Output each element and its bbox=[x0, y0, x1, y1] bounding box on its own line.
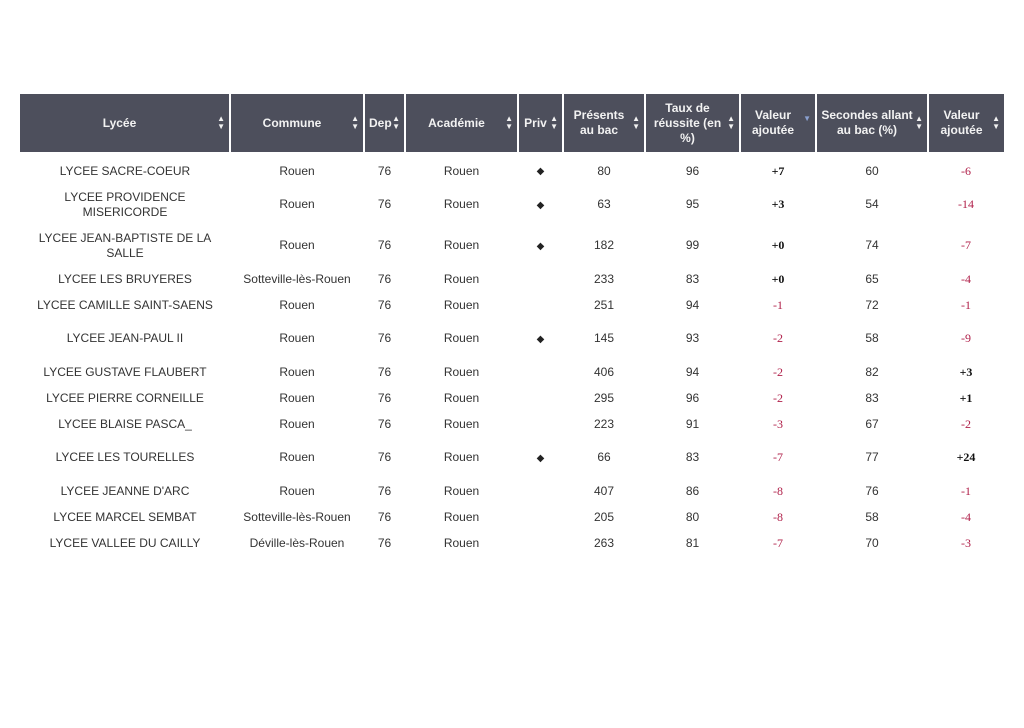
commune-value: Rouen bbox=[279, 163, 315, 178]
taux-value: 80 bbox=[685, 509, 700, 524]
commune-value: Rouen bbox=[279, 450, 315, 464]
secondes-value: 58 bbox=[865, 509, 879, 524]
cell-va1 bbox=[740, 504, 816, 530]
presents-value: 407 bbox=[593, 483, 615, 498]
sort-arrows-icon[interactable]: ▲ ▼ bbox=[505, 114, 513, 131]
secondes-value: 74 bbox=[865, 238, 879, 252]
dep-value: 76 bbox=[377, 238, 392, 252]
taux-value: 94 bbox=[685, 297, 700, 312]
lycee-value: LYCEE JEAN-BAPTISTE DE LA SALLE bbox=[38, 230, 212, 260]
cell-academie bbox=[405, 184, 518, 225]
table-body bbox=[20, 152, 1004, 556]
cell-dep bbox=[364, 411, 405, 437]
cell-prive bbox=[518, 266, 563, 292]
dep-value: 76 bbox=[377, 197, 392, 211]
va1-value: -2 bbox=[773, 390, 783, 405]
cell-commune bbox=[230, 359, 364, 385]
private-marker-icon: ◆ bbox=[536, 333, 545, 345]
col-academie-header[interactable]: Académie ▲ ▼ bbox=[405, 94, 518, 152]
cell-academie bbox=[405, 411, 518, 437]
cell-prive bbox=[518, 385, 563, 411]
cell-dep bbox=[364, 504, 405, 530]
taux-value: 93 bbox=[685, 331, 700, 345]
cell-va2 bbox=[928, 437, 1004, 478]
commune-value: Rouen bbox=[279, 331, 315, 345]
cell-taux bbox=[645, 478, 740, 504]
va1-value: +0 bbox=[771, 271, 785, 286]
va2-value: -1 bbox=[961, 297, 971, 312]
va2-value: +1 bbox=[959, 390, 973, 405]
cell-presents bbox=[563, 318, 645, 359]
academie-value: Rouen bbox=[443, 450, 480, 464]
secondes-value: 83 bbox=[865, 390, 879, 405]
cell-secondes bbox=[816, 359, 928, 385]
col-valeur-ajoutee-header[interactable]: Valeur ajoutée ▼ bbox=[740, 94, 816, 152]
cell-dep bbox=[364, 359, 405, 385]
cell-presents bbox=[563, 530, 645, 556]
presents-value: 233 bbox=[593, 271, 615, 286]
col-valeur-ajoutee-2-header[interactable]: Valeur ajoutée ▲ ▼ bbox=[928, 94, 1004, 152]
cell-commune bbox=[230, 225, 364, 266]
cell-prive bbox=[518, 225, 563, 266]
cell-dep bbox=[364, 385, 405, 411]
dep-value: 76 bbox=[377, 331, 392, 345]
secondes-value: 77 bbox=[865, 450, 879, 464]
cell-presents bbox=[563, 225, 645, 266]
cell-va2 bbox=[928, 411, 1004, 437]
cell-va1 bbox=[740, 266, 816, 292]
cell-va2 bbox=[928, 266, 1004, 292]
cell-va1 bbox=[740, 385, 816, 411]
cell-va1 bbox=[740, 478, 816, 504]
taux-value: 96 bbox=[685, 163, 700, 178]
cell-va1 bbox=[740, 184, 816, 225]
dep-value: 76 bbox=[377, 390, 392, 405]
va1-value: +0 bbox=[771, 238, 785, 252]
academie-value: Rouen bbox=[443, 331, 480, 345]
table-row bbox=[20, 292, 1004, 318]
cell-taux bbox=[645, 504, 740, 530]
cell-dep bbox=[364, 530, 405, 556]
cell-commune bbox=[230, 318, 364, 359]
cell-commune bbox=[230, 292, 364, 318]
sort-arrows-icon[interactable]: ▲ ▼ bbox=[217, 114, 225, 131]
presents-value: 80 bbox=[597, 163, 611, 178]
academie-value: Rouen bbox=[443, 238, 480, 252]
cell-presents bbox=[563, 292, 645, 318]
cell-va2 bbox=[928, 359, 1004, 385]
cell-secondes bbox=[816, 504, 928, 530]
va2-value: -7 bbox=[961, 238, 971, 252]
cell-dep bbox=[364, 266, 405, 292]
va2-value: -4 bbox=[961, 509, 971, 524]
cell-va1 bbox=[740, 411, 816, 437]
cell-va1 bbox=[740, 292, 816, 318]
sort-arrows-icon[interactable]: ▲ ▼ bbox=[351, 114, 359, 131]
taux-value: 96 bbox=[685, 390, 700, 405]
cell-lycee bbox=[20, 504, 230, 530]
va2-value: -9 bbox=[961, 331, 971, 345]
cell-lycee bbox=[20, 437, 230, 478]
taux-value: 99 bbox=[685, 238, 700, 252]
col-lycee-header[interactable]: Lycée ▲ ▼ bbox=[20, 94, 230, 152]
cell-taux bbox=[645, 437, 740, 478]
cell-presents bbox=[563, 437, 645, 478]
sort-arrows-icon[interactable]: ▲ ▼ bbox=[392, 114, 400, 131]
cell-dep bbox=[364, 225, 405, 266]
lycee-value: LYCEE PROVIDENCE MISERICORDE bbox=[64, 189, 186, 219]
sort-descending-icon[interactable]: ▼ bbox=[803, 114, 811, 123]
sort-arrows-icon[interactable]: ▲ ▼ bbox=[915, 114, 923, 131]
academie-value: Rouen bbox=[443, 416, 480, 431]
secondes-value: 76 bbox=[865, 483, 879, 498]
cell-prive bbox=[518, 478, 563, 504]
va2-value: -1 bbox=[961, 483, 971, 498]
secondes-value: 65 bbox=[865, 271, 879, 286]
results-sheet bbox=[20, 94, 1004, 556]
academie-value: Rouen bbox=[443, 535, 480, 550]
cell-commune bbox=[230, 504, 364, 530]
commune-value: Rouen bbox=[279, 197, 315, 211]
academie-value: Rouen bbox=[443, 271, 480, 286]
private-marker-icon: ◆ bbox=[536, 240, 545, 252]
presents-value: 66 bbox=[597, 450, 611, 464]
taux-value: 95 bbox=[685, 197, 700, 211]
cell-lycee bbox=[20, 359, 230, 385]
sort-arrows-icon[interactable]: ▲ ▼ bbox=[632, 114, 640, 131]
commune-value: Rouen bbox=[279, 390, 315, 405]
va1-value: -1 bbox=[773, 297, 783, 312]
cell-va2 bbox=[928, 184, 1004, 225]
cell-lycee bbox=[20, 152, 230, 184]
cell-secondes bbox=[816, 437, 928, 478]
cell-dep bbox=[364, 478, 405, 504]
academie-value: Rouen bbox=[443, 364, 480, 379]
cell-lycee bbox=[20, 318, 230, 359]
header-row bbox=[20, 94, 1004, 152]
lycee-value: LYCEE GUSTAVE FLAUBERT bbox=[43, 364, 207, 379]
col-dep-header[interactable]: Dep ▲ ▼ bbox=[364, 94, 405, 152]
va1-value: -8 bbox=[773, 509, 783, 524]
cell-va1 bbox=[740, 437, 816, 478]
table-row bbox=[20, 385, 1004, 411]
taux-value: 83 bbox=[685, 450, 700, 464]
cell-secondes bbox=[816, 266, 928, 292]
cell-academie bbox=[405, 359, 518, 385]
cell-va2 bbox=[928, 318, 1004, 359]
academie-value: Rouen bbox=[443, 483, 480, 498]
cell-academie bbox=[405, 385, 518, 411]
cell-lycee bbox=[20, 292, 230, 318]
cell-lycee bbox=[20, 225, 230, 266]
academie-value: Rouen bbox=[443, 163, 480, 178]
va2-value: -3 bbox=[961, 535, 971, 550]
presents-value: 263 bbox=[593, 535, 615, 550]
table-row bbox=[20, 359, 1004, 385]
va1-value: +7 bbox=[771, 163, 785, 178]
academie-value: Rouen bbox=[443, 509, 480, 524]
table-row bbox=[20, 411, 1004, 437]
presents-value: 406 bbox=[593, 364, 615, 379]
lycee-value: LYCEE BLAISE PASCA_ bbox=[58, 416, 192, 431]
cell-va2 bbox=[928, 152, 1004, 184]
cell-va1 bbox=[740, 225, 816, 266]
cell-academie bbox=[405, 530, 518, 556]
dep-value: 76 bbox=[377, 297, 392, 312]
presents-value: 182 bbox=[593, 238, 615, 252]
cell-presents bbox=[563, 504, 645, 530]
cell-prive bbox=[518, 318, 563, 359]
cell-dep bbox=[364, 292, 405, 318]
cell-dep bbox=[364, 437, 405, 478]
cell-taux bbox=[645, 530, 740, 556]
cell-lycee bbox=[20, 530, 230, 556]
table-row bbox=[20, 504, 1004, 530]
cell-lycee bbox=[20, 411, 230, 437]
cell-academie bbox=[405, 437, 518, 478]
commune-value: Sotteville-lès-Rouen bbox=[243, 271, 351, 286]
private-marker-icon: ◆ bbox=[536, 166, 545, 177]
cell-secondes bbox=[816, 530, 928, 556]
commune-value: Rouen bbox=[279, 364, 315, 379]
va2-value: -6 bbox=[961, 163, 971, 178]
cell-academie bbox=[405, 478, 518, 504]
lycee-value: LYCEE CAMILLE SAINT-SAENS bbox=[37, 297, 213, 312]
va1-value: +3 bbox=[771, 197, 785, 211]
cell-taux bbox=[645, 318, 740, 359]
table-row bbox=[20, 478, 1004, 504]
cell-va2 bbox=[928, 504, 1004, 530]
commune-value: Déville-lès-Rouen bbox=[249, 535, 345, 550]
col-taux-header[interactable]: Taux de réussite (en %) ▲ ▼ bbox=[645, 94, 740, 152]
col-secondes-header[interactable]: Secondes allant au bac (%) ▲ ▼ bbox=[816, 94, 928, 152]
dep-value: 76 bbox=[377, 364, 392, 379]
academie-value: Rouen bbox=[443, 390, 480, 405]
sort-arrows-icon[interactable]: ▲ ▼ bbox=[992, 114, 1000, 131]
lycee-value: LYCEE JEAN-PAUL II bbox=[66, 331, 184, 345]
presents-value: 295 bbox=[593, 390, 615, 405]
cell-secondes bbox=[816, 184, 928, 225]
va1-value: -8 bbox=[773, 483, 783, 498]
cell-taux bbox=[645, 152, 740, 184]
taux-value: 91 bbox=[685, 416, 700, 431]
lycee-value: LYCEE MARCEL SEMBAT bbox=[53, 509, 197, 524]
table-row bbox=[20, 266, 1004, 292]
cell-commune bbox=[230, 478, 364, 504]
cell-dep bbox=[364, 184, 405, 225]
table-row bbox=[20, 184, 1004, 225]
cell-presents bbox=[563, 359, 645, 385]
cell-prive bbox=[518, 292, 563, 318]
academie-value: Rouen bbox=[443, 197, 480, 211]
va2-value: -14 bbox=[958, 197, 974, 211]
cell-va1 bbox=[740, 530, 816, 556]
va1-value: -2 bbox=[773, 364, 783, 379]
cell-commune bbox=[230, 152, 364, 184]
cell-academie bbox=[405, 504, 518, 530]
lycee-results-table bbox=[20, 94, 1004, 556]
cell-va2 bbox=[928, 292, 1004, 318]
cell-secondes bbox=[816, 318, 928, 359]
cell-commune bbox=[230, 385, 364, 411]
cell-prive bbox=[518, 530, 563, 556]
lycee-value: LYCEE PIERRE CORNEILLE bbox=[46, 390, 204, 405]
sort-arrows-icon[interactable]: ▲ ▼ bbox=[727, 114, 735, 131]
cell-taux bbox=[645, 225, 740, 266]
cell-va2 bbox=[928, 530, 1004, 556]
table-row bbox=[20, 530, 1004, 556]
taux-value: 86 bbox=[685, 483, 700, 498]
academie-value: Rouen bbox=[443, 297, 480, 312]
cell-taux bbox=[645, 411, 740, 437]
col-prive-header[interactable]: Priv ▲ ▼ bbox=[518, 94, 563, 152]
cell-va1 bbox=[740, 318, 816, 359]
cell-taux bbox=[645, 359, 740, 385]
va1-value: -7 bbox=[773, 450, 783, 464]
presents-value: 223 bbox=[593, 416, 615, 431]
secondes-value: 54 bbox=[865, 197, 879, 211]
va1-value: -2 bbox=[773, 331, 783, 345]
cell-taux bbox=[645, 266, 740, 292]
presents-value: 251 bbox=[593, 297, 615, 312]
cell-prive bbox=[518, 411, 563, 437]
dep-value: 76 bbox=[377, 509, 392, 524]
va1-value: -7 bbox=[773, 535, 783, 550]
cell-taux bbox=[645, 385, 740, 411]
cell-secondes bbox=[816, 152, 928, 184]
dep-value: 76 bbox=[377, 163, 392, 178]
cell-presents bbox=[563, 411, 645, 437]
cell-taux bbox=[645, 292, 740, 318]
cell-dep bbox=[364, 318, 405, 359]
cell-commune bbox=[230, 184, 364, 225]
cell-commune bbox=[230, 411, 364, 437]
cell-va1 bbox=[740, 152, 816, 184]
lycee-value: LYCEE LES BRUYERES bbox=[58, 271, 192, 286]
secondes-value: 58 bbox=[865, 331, 879, 345]
commune-value: Sotteville-lès-Rouen bbox=[243, 509, 351, 524]
secondes-value: 60 bbox=[865, 163, 879, 178]
taux-value: 81 bbox=[685, 535, 700, 550]
table-row bbox=[20, 318, 1004, 359]
commune-value: Rouen bbox=[279, 483, 315, 498]
cell-academie bbox=[405, 292, 518, 318]
secondes-value: 82 bbox=[865, 364, 879, 379]
col-commune-header[interactable]: Commune ▲ ▼ bbox=[230, 94, 364, 152]
cell-presents bbox=[563, 385, 645, 411]
col-presents-header[interactable]: Présents au bac ▲ ▼ bbox=[563, 94, 645, 152]
dep-value: 76 bbox=[377, 535, 392, 550]
cell-va1 bbox=[740, 359, 816, 385]
va1-value: -3 bbox=[773, 416, 783, 431]
cell-lycee bbox=[20, 184, 230, 225]
dep-value: 76 bbox=[377, 450, 392, 464]
cell-taux bbox=[645, 184, 740, 225]
cell-prive bbox=[518, 359, 563, 385]
cell-secondes bbox=[816, 225, 928, 266]
table-row bbox=[20, 152, 1004, 184]
presents-value: 145 bbox=[593, 331, 615, 345]
cell-secondes bbox=[816, 292, 928, 318]
cell-secondes bbox=[816, 478, 928, 504]
dep-value: 76 bbox=[377, 271, 392, 286]
private-marker-icon: ◆ bbox=[536, 452, 545, 464]
cell-lycee bbox=[20, 478, 230, 504]
cell-va2 bbox=[928, 385, 1004, 411]
cell-academie bbox=[405, 152, 518, 184]
cell-va2 bbox=[928, 225, 1004, 266]
cell-academie bbox=[405, 225, 518, 266]
cell-secondes bbox=[816, 385, 928, 411]
lycee-value: LYCEE JEANNE D'ARC bbox=[60, 483, 190, 498]
cell-prive bbox=[518, 152, 563, 184]
table-row bbox=[20, 225, 1004, 266]
commune-value: Rouen bbox=[279, 238, 315, 252]
cell-prive bbox=[518, 184, 563, 225]
dep-value: 76 bbox=[377, 483, 392, 498]
lycee-value: LYCEE VALLEE DU CAILLY bbox=[49, 535, 201, 550]
commune-value: Rouen bbox=[279, 297, 315, 312]
cell-commune bbox=[230, 437, 364, 478]
lycee-value: LYCEE LES TOURELLES bbox=[55, 450, 195, 464]
presents-value: 63 bbox=[597, 197, 611, 211]
sort-arrows-icon[interactable]: ▲ ▼ bbox=[550, 114, 558, 131]
cell-dep bbox=[364, 152, 405, 184]
cell-va2 bbox=[928, 478, 1004, 504]
va2-value: -2 bbox=[961, 416, 971, 431]
taux-value: 83 bbox=[685, 271, 700, 286]
presents-value: 205 bbox=[593, 509, 615, 524]
va2-value: -4 bbox=[961, 271, 971, 286]
cell-academie bbox=[405, 318, 518, 359]
dep-value: 76 bbox=[377, 416, 392, 431]
lycee-value: LYCEE SACRE-COEUR bbox=[59, 163, 191, 178]
cell-presents bbox=[563, 184, 645, 225]
cell-secondes bbox=[816, 411, 928, 437]
cell-commune bbox=[230, 530, 364, 556]
secondes-value: 70 bbox=[865, 535, 879, 550]
secondes-value: 67 bbox=[865, 416, 879, 431]
va2-value: +24 bbox=[956, 450, 976, 464]
cell-presents bbox=[563, 152, 645, 184]
taux-value: 94 bbox=[685, 364, 700, 379]
private-marker-icon: ◆ bbox=[536, 199, 545, 211]
cell-academie bbox=[405, 266, 518, 292]
cell-presents bbox=[563, 478, 645, 504]
table-row bbox=[20, 437, 1004, 478]
cell-prive bbox=[518, 437, 563, 478]
secondes-value: 72 bbox=[865, 297, 879, 312]
cell-lycee bbox=[20, 385, 230, 411]
cell-prive bbox=[518, 504, 563, 530]
commune-value: Rouen bbox=[279, 416, 315, 431]
cell-presents bbox=[563, 266, 645, 292]
cell-lycee bbox=[20, 266, 230, 292]
va2-value: +3 bbox=[959, 364, 973, 379]
cell-commune bbox=[230, 266, 364, 292]
